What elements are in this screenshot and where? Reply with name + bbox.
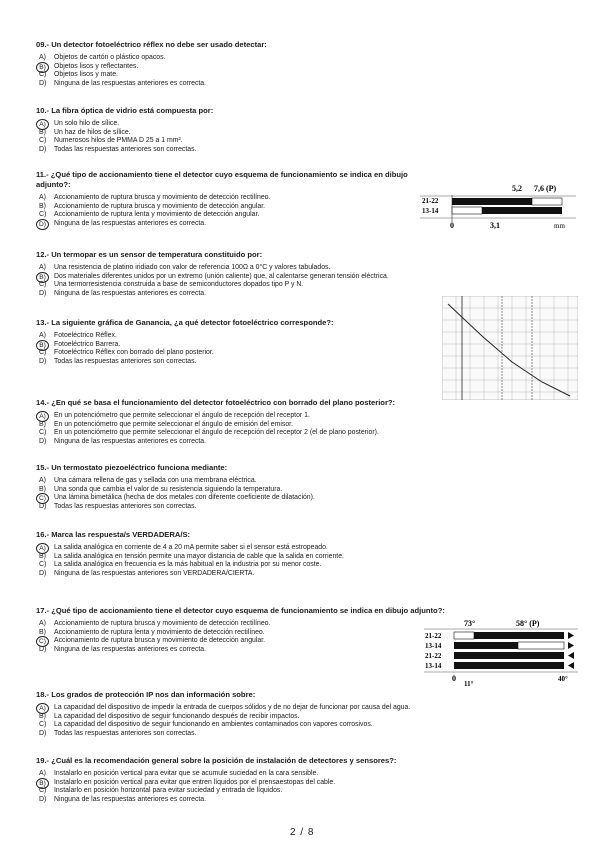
option-d [36, 438, 576, 447]
option-text: Una sonda que cambia el valor de su resistencia siguiendo la temperatura. [54, 485, 283, 493]
option-text: La salida analógica en frecuencia es la más habitual en la industria por su menor coste. [54, 561, 322, 569]
option-text: Ninguna de las respuestas anteriores es correcta. [54, 79, 207, 87]
option-letter: C) [39, 211, 47, 219]
option-letter-circled: A) [36, 119, 49, 130]
option-text: Una resistencia de platino iridiado con valor de referencia 100Ω a 0°C y valores tabulados. [54, 264, 331, 271]
question-12 [36, 250, 576, 298]
contact-bar-open [452, 207, 482, 214]
option-d [36, 570, 576, 579]
gain-graph [442, 296, 578, 400]
diagram-row-label: 13-14 [422, 207, 439, 215]
option-c [36, 71, 576, 80]
option-letter-circled: B) [36, 272, 49, 283]
option-text: La capacidad del dispositivo de seguir funcionando después de recibir impactos. [54, 712, 300, 720]
option-c [36, 561, 576, 570]
option-b [36, 486, 576, 495]
option-letter-circled: B) [36, 340, 49, 351]
option-letter: D) [39, 289, 47, 297]
option-text: Una lámina bimetálica (hecha de dos metales con diferente coeficiente de dilatación). [54, 494, 315, 502]
contact-bar [454, 652, 564, 659]
diagram-bottom-value: 3,1 [490, 221, 500, 230]
option-d [36, 796, 576, 805]
option-letter: B) [39, 712, 46, 720]
option-text: Fotoeléctrico Réflex con borrado del plano posterior. [54, 349, 214, 357]
option-letter: B) [39, 485, 46, 493]
option-letter: D) [39, 645, 47, 653]
option-a [36, 54, 576, 63]
option-text: Ninguna de las respuestas anteriores es correcta. [54, 645, 207, 653]
option-b [36, 129, 576, 138]
option-b [36, 779, 576, 788]
diagram-row-label: 13-14 [425, 642, 442, 650]
diagram-row-label: 21-22 [425, 652, 442, 660]
option-letter: C) [39, 787, 47, 795]
arrow-icon [568, 662, 574, 669]
option-text: Un solo hilo de sílice. [54, 120, 120, 127]
option-b [36, 273, 576, 282]
actuation-diagram-17 [424, 618, 578, 686]
option-b [36, 421, 576, 430]
option-a [36, 264, 576, 273]
option-letter-circled: B) [36, 62, 49, 73]
option-text: Accionamiento de ruptura lenta y movimiento de detección rectilíneo. [54, 628, 265, 636]
option-text: Instalarlo en posición vertical para evitar que se acumule suciedad en la cara sensible. [54, 770, 319, 777]
diagram-bottom-value: 0 [452, 674, 456, 683]
option-letter: A) [39, 770, 46, 777]
question-title: 14.- ¿En qué se basa el funcionamiento del detector fotoeléctrico con borrado del plano posterior?: [36, 398, 396, 407]
diagram-unit: mm [554, 222, 565, 230]
option-letter: D) [39, 437, 47, 445]
question-15 [36, 463, 576, 511]
question-9 [36, 40, 576, 88]
option-letter-circled: C) [36, 493, 49, 504]
contact-bar-open [532, 198, 562, 205]
arrow-icon [568, 652, 574, 659]
option-text: La salida analógica en tensión permite una mayor distancia de cable que la salida en corriente. [54, 552, 344, 560]
contact-bar-open [454, 632, 474, 639]
option-c [36, 429, 576, 438]
arrow-icon [568, 632, 574, 639]
option-text: Numerosos hilos de PMMA D 25 a 1 mm². [54, 137, 183, 145]
contact-bar-open [518, 642, 564, 649]
option-b [36, 713, 576, 722]
arrow-icon [568, 642, 574, 649]
option-text: Una cámara rellena de gas y sellada con una membrana eléctrica. [54, 477, 257, 484]
diagram-top-value: 73° [464, 619, 476, 628]
question-title: 15.- Un termostato piezoeléctrico funciona mediante: [36, 463, 228, 472]
option-letter: D) [39, 357, 47, 365]
option-letter: C) [39, 429, 47, 437]
option-b [36, 553, 576, 562]
option-letter: B) [39, 628, 46, 636]
diagram-bottom-value: 11° [464, 680, 474, 686]
option-d [36, 146, 576, 155]
diagram-bottom-value: 40° [558, 675, 568, 683]
option-letter: D) [39, 502, 47, 510]
option-letter: B) [39, 128, 46, 136]
page-number: 2 / 8 [290, 827, 315, 838]
option-text: Fotoeléctrico Réflex. [54, 332, 117, 339]
question-title: 16.- Marca las respuesta/s VERDADERA/S: [36, 530, 191, 539]
option-letter: A) [39, 332, 46, 339]
option-text: Todas las respuestas anteriores son correctas. [54, 502, 197, 510]
question-title: 11.- ¿Qué tipo de accionamiento tiene el detector cuyo esquema de funcionamiento se indica en dibujo adjunto?: [36, 170, 408, 189]
option-letter: A) [39, 194, 46, 201]
option-letter-circled: C) [36, 636, 49, 647]
diagram-top-value: 58° (P) [516, 619, 540, 628]
option-a [36, 770, 576, 779]
diagram-row-label: 21-22 [425, 632, 442, 640]
option-text: Ninguna de las respuestas anteriores es correcta. [54, 437, 207, 445]
option-letter: C) [39, 71, 47, 79]
option-text: Ninguna de las respuestas anteriores es correcta. [54, 219, 207, 227]
question-19 [36, 756, 576, 804]
question-title: 12.- Un termopar es un sensor de temperatura constituido por: [36, 250, 263, 259]
option-a [36, 477, 576, 486]
option-text: Accionamiento de ruptura brusca y movimiento de detección rectilíneo. [54, 194, 271, 201]
option-text: Fotoeléctrico Barrera. [54, 340, 121, 348]
option-a [36, 120, 576, 129]
option-text: Accionamiento de ruptura brusca y movimiento de detección angular. [54, 637, 266, 645]
option-letter: A) [39, 477, 46, 484]
option-letter: A) [39, 264, 46, 271]
option-text: Todas las respuestas anteriores son correctas. [54, 729, 197, 737]
option-text: Todas las respuestas anteriores son correctas. [54, 357, 197, 365]
option-text: Ninguna de las respuestas anteriores es correcta. [54, 795, 207, 803]
option-letter: C) [39, 281, 47, 289]
option-letter-circled: D) [36, 219, 49, 230]
option-text: Objetos de cartón o plástico opacos. [54, 54, 166, 61]
option-text: En un potenciómetro que permite seleccionar el ángulo de emisión del emisor. [54, 420, 294, 428]
option-c [36, 721, 576, 730]
option-c [36, 494, 576, 503]
option-d [36, 80, 576, 89]
option-letter: B) [39, 552, 46, 560]
option-letter-circled: A) [36, 703, 49, 714]
option-text: La salida analógica en corriente de 4 a 20 mA permite saber si el sensor está estropeado. [54, 544, 328, 551]
option-letter-circled: A) [36, 543, 49, 554]
option-d [36, 503, 576, 512]
option-b [36, 63, 576, 72]
question-16 [36, 530, 576, 578]
option-letter: D) [39, 145, 47, 153]
option-letter: D) [39, 79, 47, 87]
option-text: Una termorresistencia construida a base de semiconductores dopados tipo P y N. [54, 281, 304, 289]
question-title: 17.- ¿Qué tipo de accionamiento tiene el detector cuyo esquema de funcionamiento se indica en dibujo adjunto?: [36, 606, 445, 615]
option-letter: D) [39, 729, 47, 737]
option-text: Accionamiento de ruptura brusca y movimiento de detección angular. [54, 202, 266, 210]
option-letter: C) [39, 561, 47, 569]
option-text: La capacidad del dispositivo de seguir funcionando en ambientes contaminados con vapores corrosivos. [54, 721, 373, 729]
question-18 [36, 690, 576, 738]
question-title: 18.- Los grados de protección IP nos dan información sobre: [36, 690, 256, 699]
contact-bar [482, 207, 562, 214]
option-text: En un potenciómetro que permite seleccionar el ángulo de recepción del receptor 2 (el de plano posterior). [54, 429, 379, 437]
question-title: 09.- Un detector fotoeléctrico réflex no debe ser usado detectar: [36, 40, 267, 49]
option-letter: C) [39, 349, 47, 357]
option-text: Todas las respuestas anteriores son correctas. [54, 145, 197, 153]
option-text: Un haz de hilos de sílice. [54, 128, 131, 136]
option-text: La capacidad del dispositivo de impedir la entrada de cuerpos sólidos y de no dejar de funcionar por causa del agua. [54, 704, 411, 711]
option-letter: B) [39, 202, 46, 210]
contact-bar [474, 632, 564, 639]
option-letter: D) [39, 569, 47, 577]
option-letter: C) [39, 721, 47, 729]
question-title: 19.- ¿Cuál es la recomendación general sobre la posición de instalación de detectores y sensores?: [36, 756, 397, 765]
option-a [36, 544, 576, 553]
question-10 [36, 106, 576, 154]
question-14 [36, 398, 576, 446]
option-text: Instalarlo en posición horizontal para evitar suciedad y entrada de líquidos. [54, 787, 283, 795]
diagram-row-label: 21-22 [422, 197, 439, 205]
option-text: Ninguna de las respuestas anteriores es correcta. [54, 289, 207, 297]
diagram-row-label: 13-14 [425, 662, 442, 670]
option-letter: A) [39, 54, 46, 61]
option-text: Objetos lisos y mate. [54, 71, 118, 79]
option-letter-circled: A) [36, 411, 49, 422]
actuation-diagram-11 [420, 182, 576, 234]
diagram-bottom-value: 0 [450, 221, 454, 230]
option-d [36, 730, 576, 739]
option-text: Accionamiento de ruptura brusca y movimiento de detección rectilíneo. [54, 620, 271, 627]
option-letter: D) [39, 795, 47, 803]
option-text: Objetos lisos y reflectantes. [54, 62, 139, 70]
contact-bar [454, 642, 518, 649]
option-letter: B) [39, 420, 46, 428]
option-letter: A) [39, 620, 46, 627]
option-text: Accionamiento de ruptura lenta y movimiento de detección angular. [54, 211, 260, 219]
question-title: 13.- La siguiente gráfica de Ganancia, ¿a qué detector fotoeléctrico corresponde?: [36, 318, 334, 327]
diagram-top-value: 7,6 (P) [534, 184, 557, 193]
option-letter: C) [39, 137, 47, 145]
option-c [36, 281, 576, 290]
option-letter-circled: B) [36, 778, 49, 789]
option-a [36, 412, 576, 421]
contact-bar [452, 198, 532, 205]
option-text: Dos materiales diferentes unidos por un extremo (unión caliente) que, al calentarse generan tensión eléctrica. [54, 272, 389, 280]
option-c [36, 137, 576, 146]
option-a [36, 704, 576, 713]
option-text: Instalarlo en posición vertical para evitar que entren líquidos por el prensaestopas del cable. [54, 778, 336, 786]
question-title: 10.- La fibra óptica de vidrio está compuesta por: [36, 106, 214, 115]
option-c [36, 787, 576, 796]
option-text: Ninguna de las respuestas anteriores son VERDADERA/CIERTA. [54, 569, 255, 577]
diagram-top-value: 5,2 [512, 184, 522, 193]
contact-bar [454, 662, 564, 669]
option-text: En un potenciómetro que permite seleccionar el ángulo de recepción del receptor 1. [54, 412, 310, 419]
